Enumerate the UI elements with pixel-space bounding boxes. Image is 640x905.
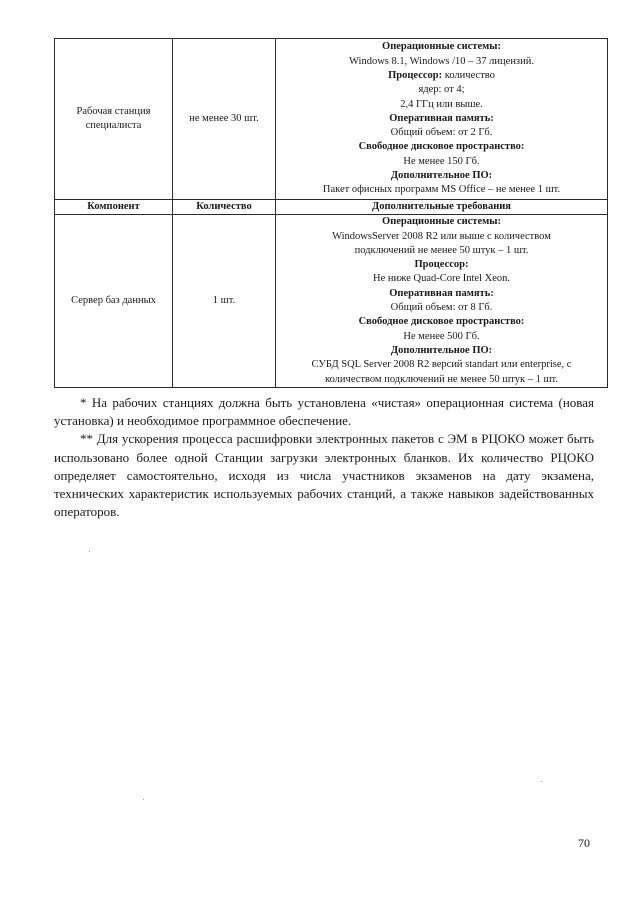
footnote-1: * На рабочих станциях должна быть установлена «чистая» операционная система (новая установка) и необходимое программное обеспечение. — [54, 395, 594, 429]
req-line: Свободное дисковое пространство: — [358, 316, 525, 328]
req-line — [280, 69, 603, 83]
req-line: ядер: от 4; — [418, 84, 465, 96]
req-line: WindowsServer 2008 R2 или выше с количеством — [332, 230, 551, 242]
requirements-table — [54, 38, 608, 388]
requirements-cell — [276, 39, 608, 200]
table-header-row — [55, 200, 608, 215]
req-line: Не менее 150 Гб. — [403, 155, 480, 167]
scan-speck — [143, 799, 144, 800]
column-header: Компонент — [55, 200, 173, 215]
req-line: Дополнительное ПО: — [390, 170, 493, 182]
req-line: Windows 8.1, Windows /10 – 37 лицензий. — [349, 55, 534, 67]
table-row-workstation — [55, 39, 608, 200]
req-line: 2,4 ГГц или выше. — [400, 98, 483, 110]
req-line: Процессор: — [414, 259, 469, 271]
req-line: Общий объем: от 2 Гб. — [390, 127, 493, 139]
column-header: Дополнительные требования — [276, 200, 608, 215]
component-cell: Рабочая станция специалиста — [55, 39, 173, 200]
requirements-cell — [276, 215, 608, 388]
req-line: СУБД SQL Server 2008 R2 версий standart или enterprise, с — [311, 359, 572, 371]
req-line: Не ниже Quad-Core Intel Xeon. — [372, 273, 511, 285]
req-line: Оперативная память: — [389, 112, 494, 124]
req-line: количеством подключений не менее 50 штук – 1 шт. — [325, 373, 558, 385]
page-number: 70 — [578, 836, 590, 850]
req-line: подключений не менее 50 штук – 1 шт. — [354, 244, 529, 256]
req-line: Свободное дисковое пространство: — [358, 141, 525, 153]
req-suffix: количество — [442, 69, 495, 81]
req-line: Общий объем: от 8 Гб. — [390, 302, 493, 314]
req-line: Дополнительное ПО: — [390, 344, 493, 356]
req-line: Пакет офисных программ MS Office – не менее 1 шт. — [322, 184, 561, 196]
scan-speck — [541, 781, 542, 782]
quantity-cell: не менее 30 шт. — [173, 39, 276, 200]
column-header: Количество — [173, 200, 276, 215]
component-cell: Сервер баз данных — [55, 215, 173, 388]
footnotes — [54, 394, 594, 521]
req-heading: Процессор: — [388, 69, 443, 81]
req-line: Операционные системы: — [382, 41, 501, 53]
req-line: Оперативная память: — [389, 287, 494, 299]
scan-speck — [89, 551, 90, 552]
req-line: Не менее 500 Гб. — [403, 330, 480, 342]
req-line: Операционные системы: — [382, 216, 501, 228]
table-row-server — [55, 215, 608, 388]
footnote-2: ** Для ускорения процесса расшифровки электронных пакетов с ЭМ в РЦОКО может быть использовано более одной Станции загрузки электронных бланков. Их количество РЦОКО определяет самостоятельно, исходя из числа участников экзаменов на дату экзамена, технических характеристик используемых рабочих станций, а также навыков задействованных операторов. — [54, 431, 594, 520]
quantity-cell: 1 шт. — [173, 215, 276, 388]
